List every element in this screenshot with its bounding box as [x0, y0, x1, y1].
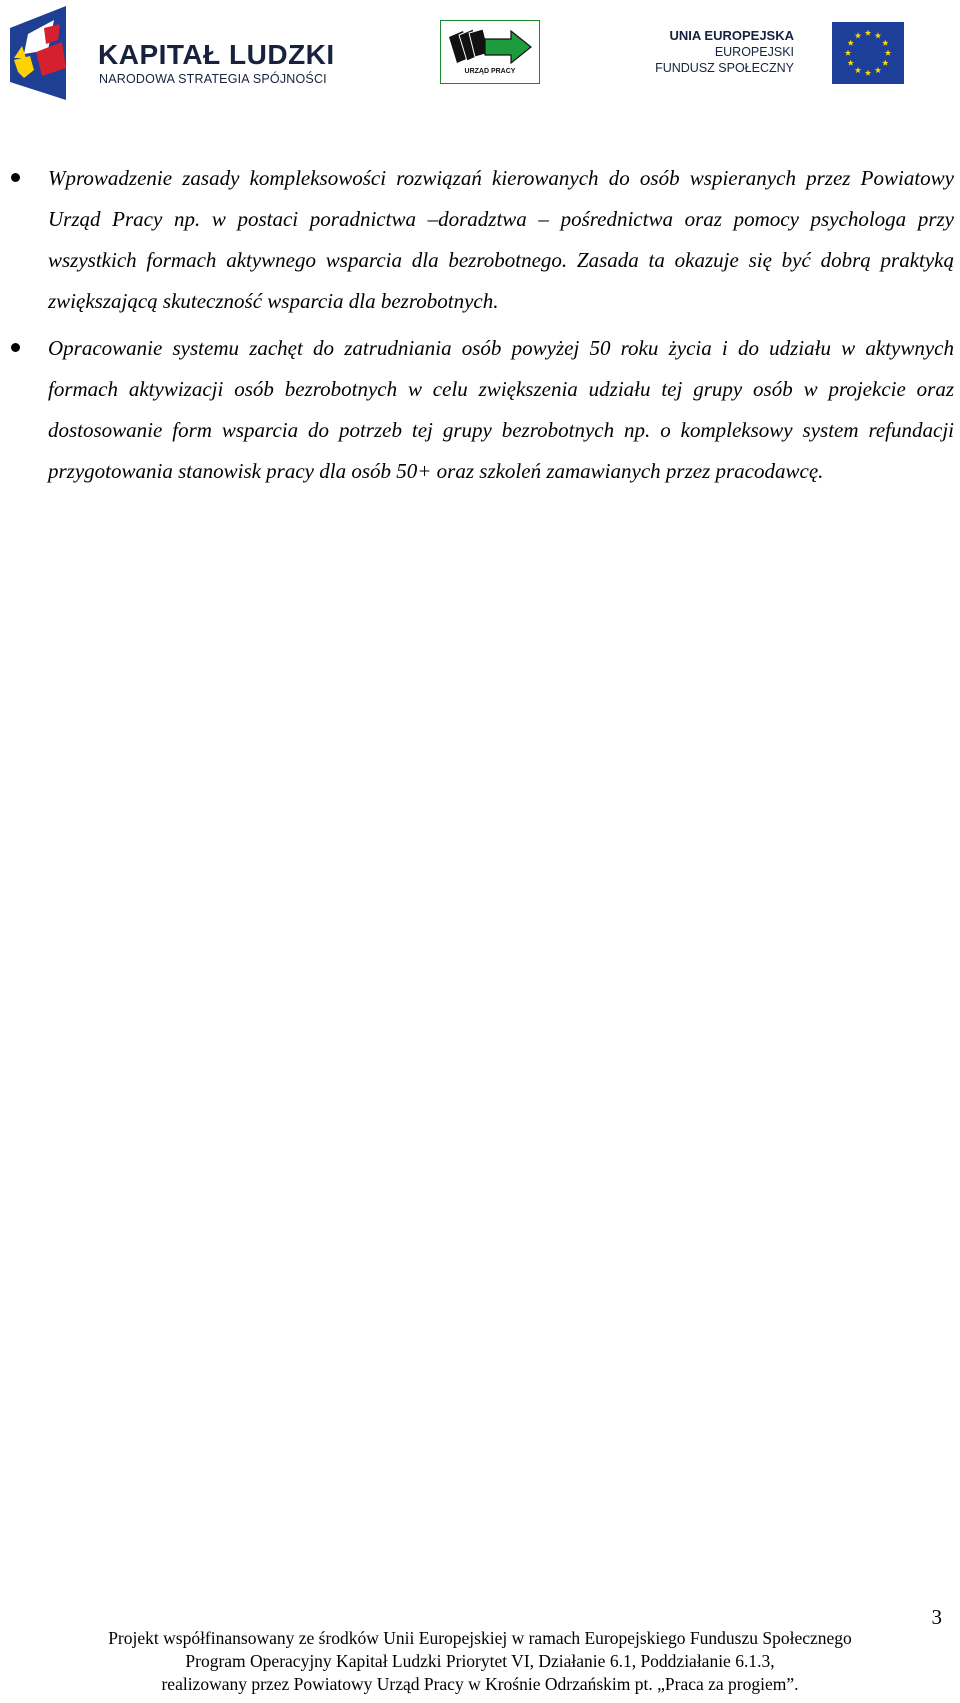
eu-star-icon [847, 40, 853, 46]
eu-star-icon [845, 50, 851, 56]
kapital-ludzki-logo [8, 6, 338, 104]
urzad-pracy-arrow-icon [445, 27, 535, 67]
footer-line-funding: Projekt współfinansowany ze środków Unii Europejskiej w ramach Europejskiego Funduszu Społecznego [108, 1628, 852, 1648]
page-header [0, 0, 960, 110]
urzad-pracy-label: URZĄD PRACY [464, 68, 516, 75]
eu-logo-text [654, 28, 794, 76]
bullet-icon [11, 173, 20, 182]
eu-line-european: EUROPEJSKI [714, 45, 794, 59]
bullet-text: Opracowanie systemu zachęt do zatrudniania osób powyżej 50 roku życia i do udziału w aktywnych formach aktywizacji osób bezrobotnych w celu zwiększenia udziału tej grupy osób w projekcie oraz dostosowanie form wsparcia do potrzeb tej grupy bezrobotnych np. o kompleksowy system refundacji przygotowania stanowisk pracy dla osób 50+ oraz szkoleń zamawianych przez pracodawcę. [48, 336, 954, 483]
eu-star-icon [865, 70, 871, 76]
bullet-item [48, 328, 954, 492]
bullet-icon [11, 343, 20, 352]
eu-line-social-fund: FUNDUSZ SPOŁECZNY [655, 61, 794, 75]
eu-star-icon [875, 67, 881, 73]
kapital-ludzki-subtitle: NARODOWA STRATEGIA SPÓJNOŚCI [99, 72, 327, 86]
document-body [48, 158, 954, 498]
eu-star-icon [882, 40, 888, 46]
eu-star-icon [855, 32, 861, 38]
eu-star-icon [847, 60, 853, 66]
kapital-ludzki-emblem-icon [8, 6, 88, 104]
urzad-pracy-logo [440, 20, 540, 84]
kapital-ludzki-title: KAPITAŁ LUDZKI [98, 39, 335, 70]
page-number: 3 [931, 1605, 942, 1629]
eu-line-union: UNIA EUROPEJSKA [669, 28, 794, 43]
eu-star-icon [865, 30, 871, 36]
bullet-text: Wprowadzenie zasady kompleksowości rozwiązań kierowanych do osób wspieranych przez Powiatowy Urząd Pracy np. w postaci poradnictwa –doradztwa – pośrednictwa oraz pomocy psychologa przy wszystkich formach aktywnego wsparcia dla bezrobotnego. Zasada ta okazuje się być dobrą praktyką zwiększającą skuteczność wsparcia dla bezrobotnych. [48, 166, 954, 313]
eu-star-icon [882, 60, 888, 66]
eu-stars-icon [832, 22, 904, 84]
eu-logo [654, 22, 904, 86]
page-footer [0, 1627, 960, 1696]
eu-star-icon [855, 67, 861, 73]
footer-line-project: realizowany przez Powiatowy Urząd Pracy w Krośnie Odrzańskim pt. „Praca za progiem”. [161, 1674, 799, 1694]
eu-star-icon [875, 32, 881, 38]
eu-flag-icon [832, 22, 904, 84]
bullet-item [48, 158, 954, 322]
footer-line-program: Program Operacyjny Kapitał Ludzki Priorytet VI, Działanie 6.1, Poddziałanie 6.1.3, [185, 1651, 775, 1671]
eu-star-icon [885, 50, 891, 56]
